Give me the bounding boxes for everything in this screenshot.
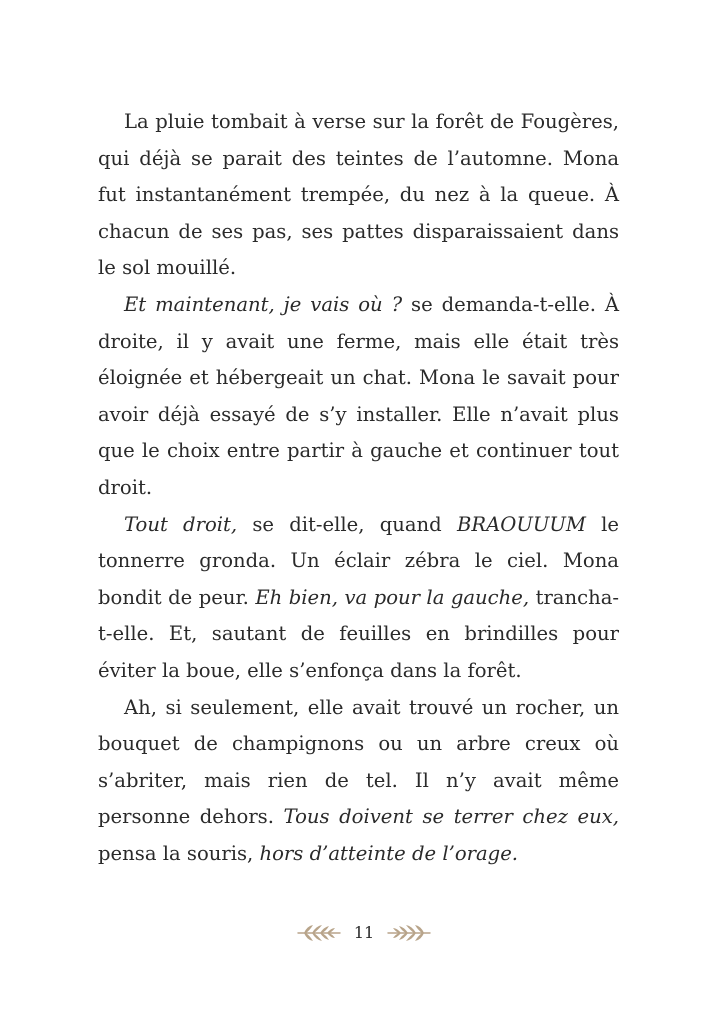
left-leaf-ornament-icon (296, 923, 342, 943)
page-number: 11 (353, 923, 375, 942)
text-segment: trancha-t-elle. Et, sautant de feuilles en brindilles pour éviter la boue, elle s’enfonça dans la forêt. (98, 585, 620, 682)
body-text (98, 104, 619, 872)
text-segment: le tonnerre gronda. Un éclair zébra le ciel. Mona bondit de peur. (98, 512, 620, 609)
paragraph-2 (98, 287, 619, 507)
paragraph-1 (98, 104, 619, 287)
right-leaf-ornament-icon (386, 923, 432, 943)
paragraph-4 (98, 690, 619, 873)
italic-text-segment: hors d’atteinte de l’orage. (259, 841, 519, 865)
paragraph-3 (98, 507, 619, 690)
italic-text-segment: BRAOUUUM (456, 512, 586, 536)
italic-text-segment: Tout droit, (124, 512, 238, 536)
text-segment: se demanda-t-elle. À droite, il y avait une ferme, mais elle était très éloignée et hébergeait un chat. Mona le savait pour avoir déjà essayé de s’y installer. Elle n’avait plus que le choix entre partir à gauche et continuer tout droit. (98, 292, 619, 499)
text-segment: La pluie tombait à verse sur la forêt de Fougères, qui déjà se parait des teintes de l’automne. Mona fut instantanément trempée, du nez à la queue. À chacun de ses pas, ses pattes disparaissaient dans le sol mouillé. (98, 110, 619, 280)
page-footer (0, 918, 728, 948)
text-segment: Ah, si seulement, elle avait trouvé un rocher, un bouquet de champignons ou un arbre creux où s’abriter, mais rien de tel. Il n’y avait même personne dehors. (98, 695, 619, 829)
text-segment: se dit-elle, quand (237, 512, 457, 536)
italic-text-segment: Eh bien, va pour la gauche, (255, 585, 530, 609)
text-segment: pensa la souris, (98, 841, 260, 865)
italic-text-segment: Et maintenant, je vais où ? (124, 292, 403, 316)
italic-text-segment: Tous doivent se terrer chez eux, (283, 805, 619, 829)
